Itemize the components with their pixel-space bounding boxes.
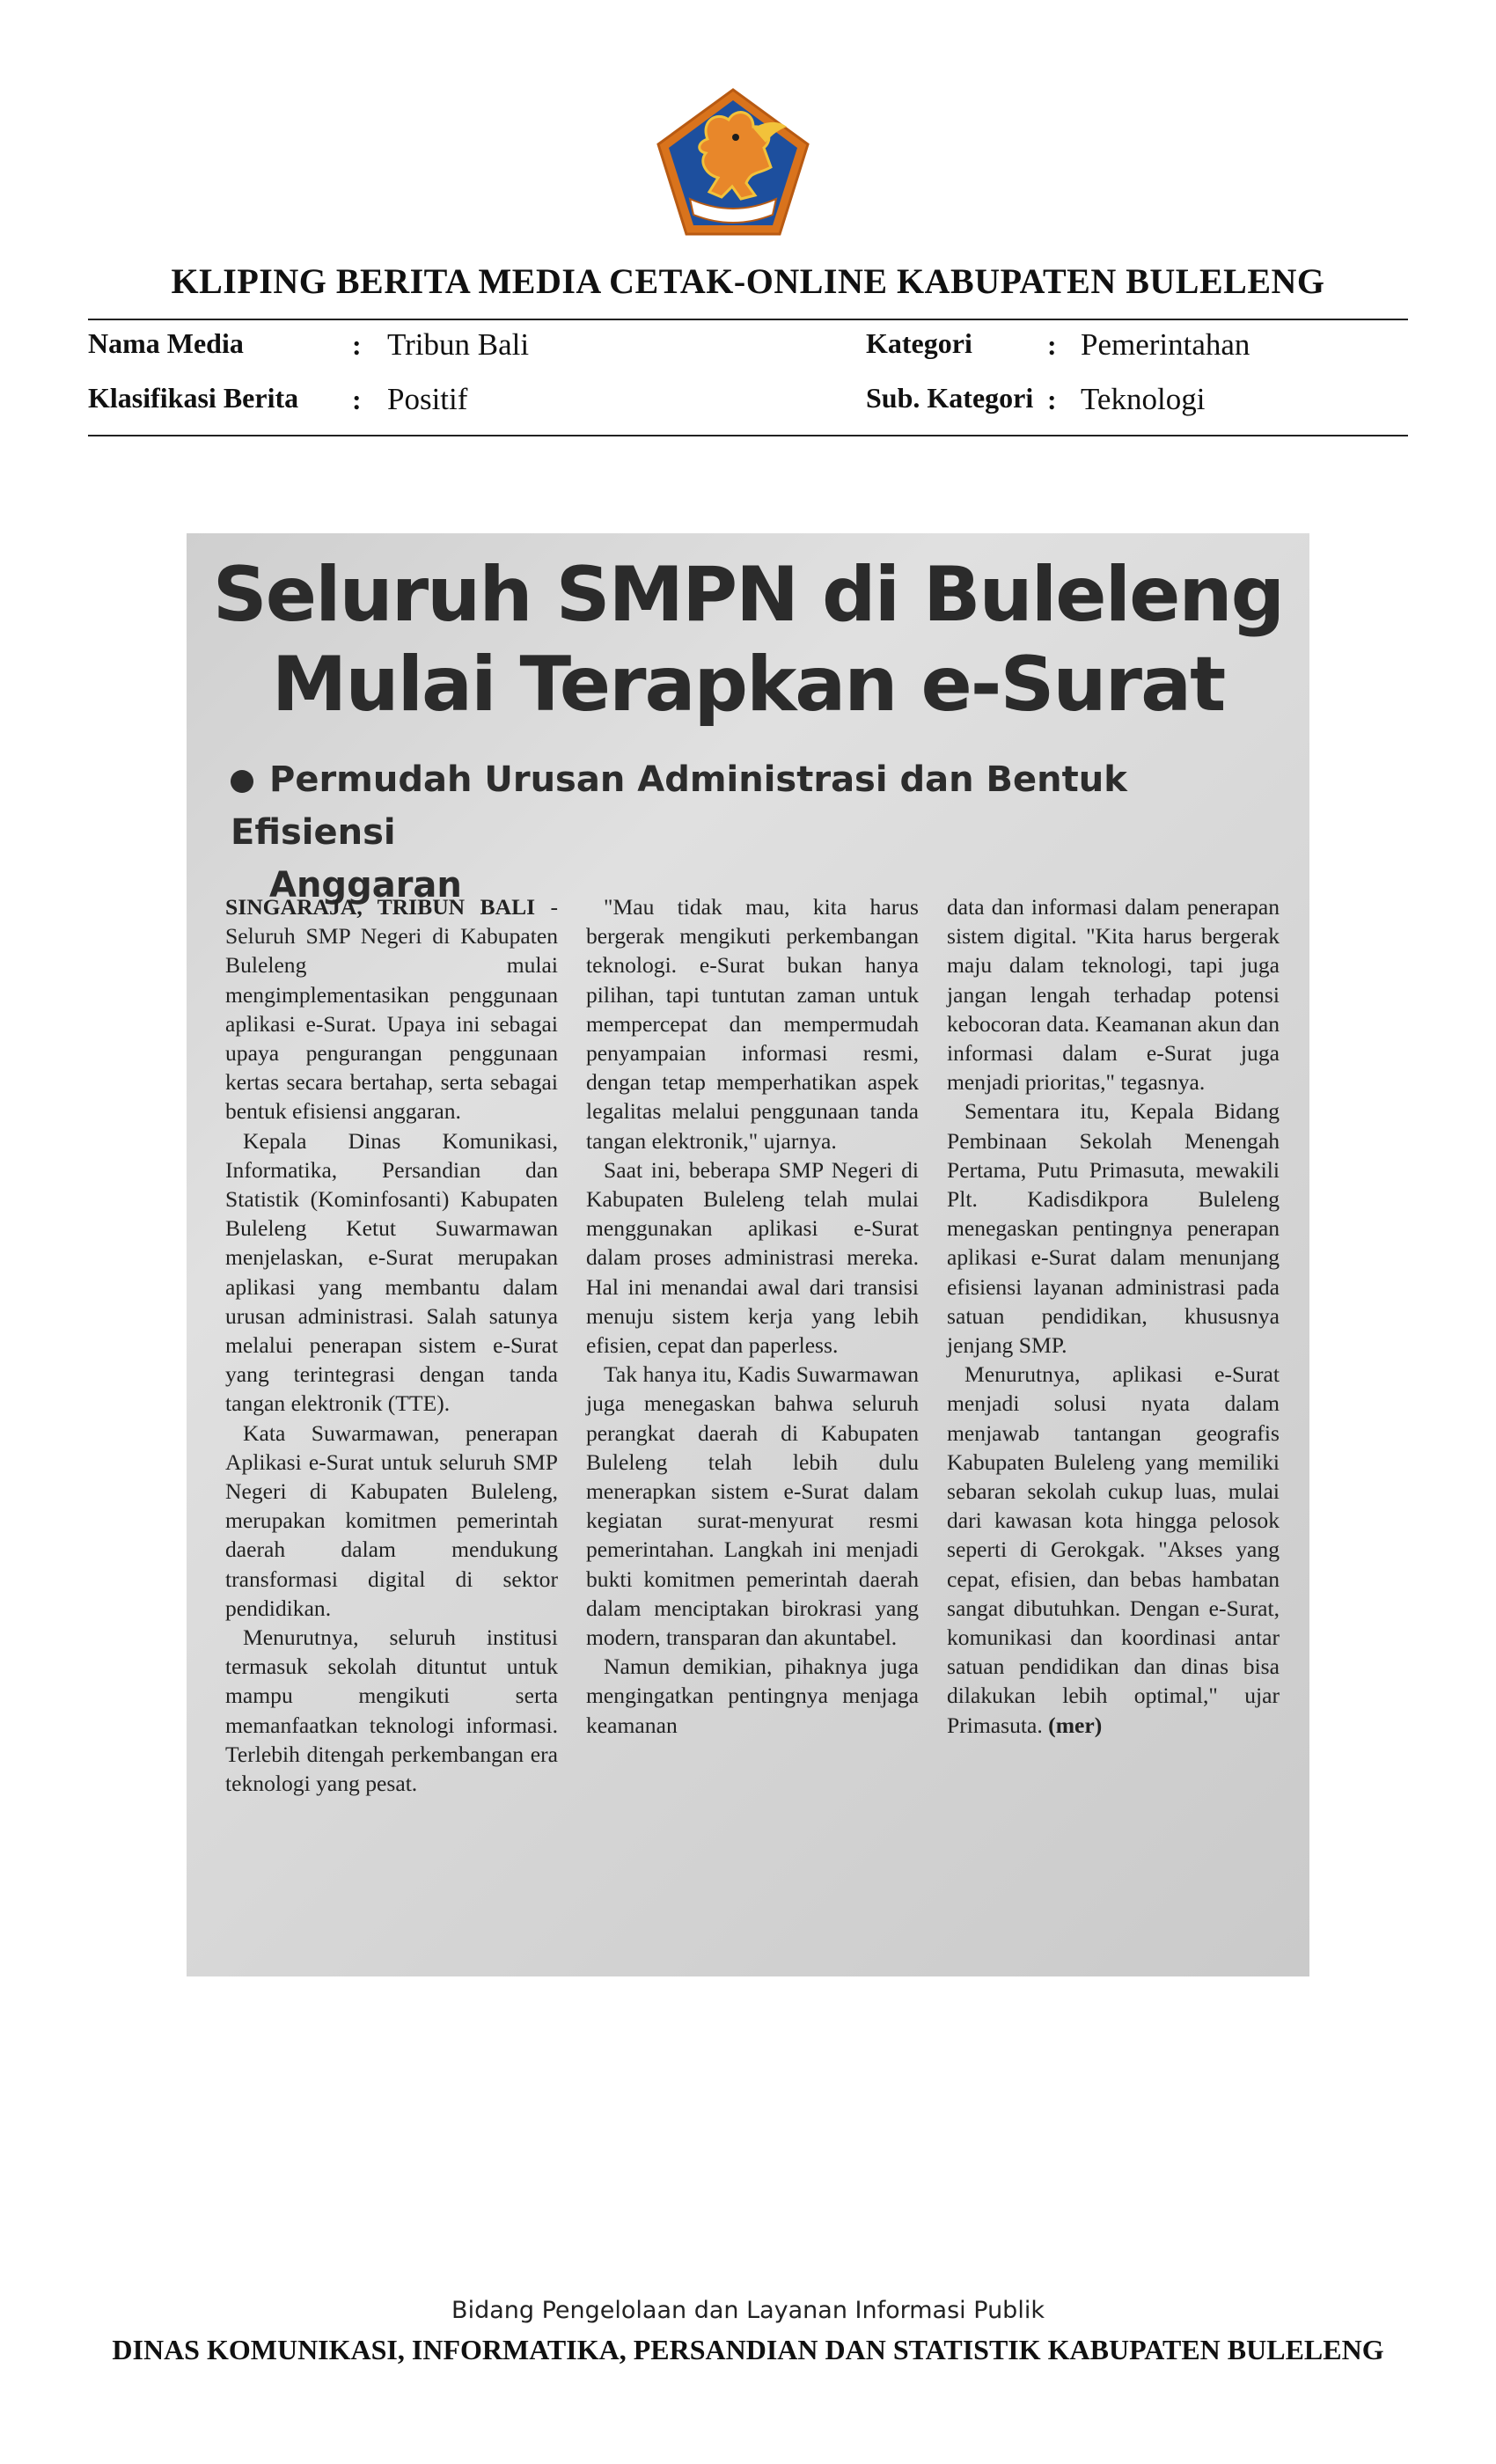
klasifikasi-label: Klasifikasi Berita: [88, 382, 299, 414]
paragraph: "Mau tidak mau, kita harus bergerak mengikuti perkembangan teknologi. e-Surat bukan hanya pilihan, tapi tuntutan zaman untuk mempercepat dan mempermudah penyampaian informasi resmi, dengan tetap memperhatikan aspek legalitas melalui penggunaan tanda tangan elektronik," ujarnya.: [586, 894, 919, 1154]
kategori-label: Kategori: [866, 327, 972, 359]
paragraph: Tak hanya itu, Kadis Suwarmawan juga menegaskan bahwa seluruh perangkat daerah di Kabupaten Buleleng telah lebih dulu menerapkan sistem e-Surat dalam kegiatan surat-menyurat resmi pemerintahan. Langkah ini menjadi bukti komitmen pemerintah daerah dalam menciptakan birokrasi yang modern, transparan dan akuntabel.: [586, 1361, 919, 1651]
byline: (mer): [1048, 1712, 1103, 1738]
paragraph: Kepala Dinas Komunikasi, Informatika, Persandian dan Statistik (Kominfosanti) Kabupaten Buleleng Ketut Suwarmawan menjelaskan, e-Surat merupakan aplikasi yang membantu dalam urusan administrasi. Salah satunya melalui penerapan sistem e-Surat yang terintegrasi dengan tanda tangan elektronik (TTE).: [225, 1127, 558, 1417]
colon: :: [1047, 384, 1057, 415]
footer-agency: DINAS KOMUNIKASI, INFORMATIKA, PERSANDIAN DAN STATISTIK KABUPATEN BULELENG: [112, 2334, 1384, 2365]
article-column-2: [586, 892, 919, 1740]
document-title: KLIPING BERITA MEDIA CETAK-ONLINE KABUPATEN BULELENG: [171, 261, 1325, 301]
subheadline-line-2: Anggaran: [269, 865, 462, 906]
paragraph: Menurutnya, aplikasi e-Surat menjadi solusi nyata dalam menjawab tantangan geografis Kabupaten Buleleng yang memiliki sebaran sekolah cukup luas, mulai dari kawasan kota hingga pelosok seperti di Gerokgak. "Akses yang cepat, efisien, dan bebas hambatan sangat dibutuhkan. Dengan e-Surat, komunikasi dan koordinasi antar satuan pendidikan dan dinas bisa dilakukan lebih optimal," ujar Primasuta. (mer): [947, 1361, 1280, 1738]
article-column-3: [947, 892, 1280, 1740]
headline-line-2: Mulai Terapkan e-Surat: [271, 641, 1225, 729]
dateline: SINGARAJA, TRIBUN BALI: [225, 894, 536, 920]
kategori-value: Pemerintahan: [1081, 327, 1250, 362]
title-rule: [88, 319, 1408, 320]
footer-division: Bidang Pengelolaan dan Layanan Informasi Publik: [451, 2297, 1045, 2324]
paragraph: Kata Suwarmawan, penerapan Aplikasi e-Surat untuk seluruh SMP Negeri di Kabupaten Buleleng, merupakan komitmen pemerintah daerah dalam mendukung transformasi digital di sektor pendidikan.: [225, 1419, 558, 1621]
nama-media-value: Tribun Bali: [387, 327, 530, 362]
subheadline: [231, 753, 1287, 912]
meta-rule: [88, 435, 1408, 436]
paragraph: data dan informasi dalam penerapan sistem digital. "Kita harus bergerak maju dalam teknologi, tapi juga jangan lengah terhadap potensi kebocoran data. Keamanan akun dan informasi dalam e-Surat juga menjadi prioritas," tegasnya.: [947, 894, 1280, 1096]
headline-line-1: Seluruh SMPN di Buleleng: [212, 551, 1284, 639]
subheadline-line-1: Permudah Urusan Administrasi dan Bentuk Efisiensi: [231, 759, 1127, 853]
newspaper-clipping: [187, 533, 1309, 1976]
colon: :: [352, 384, 362, 415]
paragraph: Sementara itu, Kepala Bidang Pembinaan Sekolah Menengah Pertama, Putu Primasuta, mewakili Plt. Kadisdikpora Buleleng menegaskan pentingnya penerapan aplikasi e-Surat dalam menunjang efisiensi layanan administrasi pada satuan pendidikan, khususnya jenjang SMP.: [947, 1098, 1280, 1359]
article-column-1: [225, 892, 558, 1798]
sub-kategori-label: Sub. Kategori: [866, 382, 1034, 414]
nama-media-label: Nama Media: [88, 327, 244, 359]
klasifikasi-value: Positif: [387, 382, 468, 416]
colon: :: [352, 329, 362, 361]
colon: :: [1047, 329, 1057, 361]
paragraph: Menurutnya, seluruh institusi termasuk sekolah dituntut untuk mampu mengikuti serta memanfaatkan teknologi informasi. Terlebih ditengah perkembangan era teknologi yang pesat.: [225, 1624, 558, 1797]
buleleng-logo: [655, 86, 811, 238]
sub-kategori-value: Teknologi: [1081, 382, 1206, 416]
paragraph: SINGARAJA, TRIBUN BALI - Seluruh SMP Negeri di Kabupaten Buleleng mulai mengimplementasikan penggunaan aplikasi e-Surat. Upaya ini sebagai upaya pengurangan penggunaan kertas secara bertahap, serta sebagai bentuk efisiensi anggaran.: [225, 894, 558, 1125]
paragraph: Saat ini, beberapa SMP Negeri di Kabupaten Buleleng telah mulai menggunakan aplikasi e-Surat dalam proses administrasi mereka. Hal ini menandai awal dari transisi menuju sistem kerja yang lebih efisien, cepat dan paperless.: [586, 1156, 919, 1359]
paragraph: Namun demikian, pihaknya juga mengingatkan pentingnya menjaga keamanan: [586, 1654, 919, 1738]
bullet-icon: [231, 770, 253, 793]
